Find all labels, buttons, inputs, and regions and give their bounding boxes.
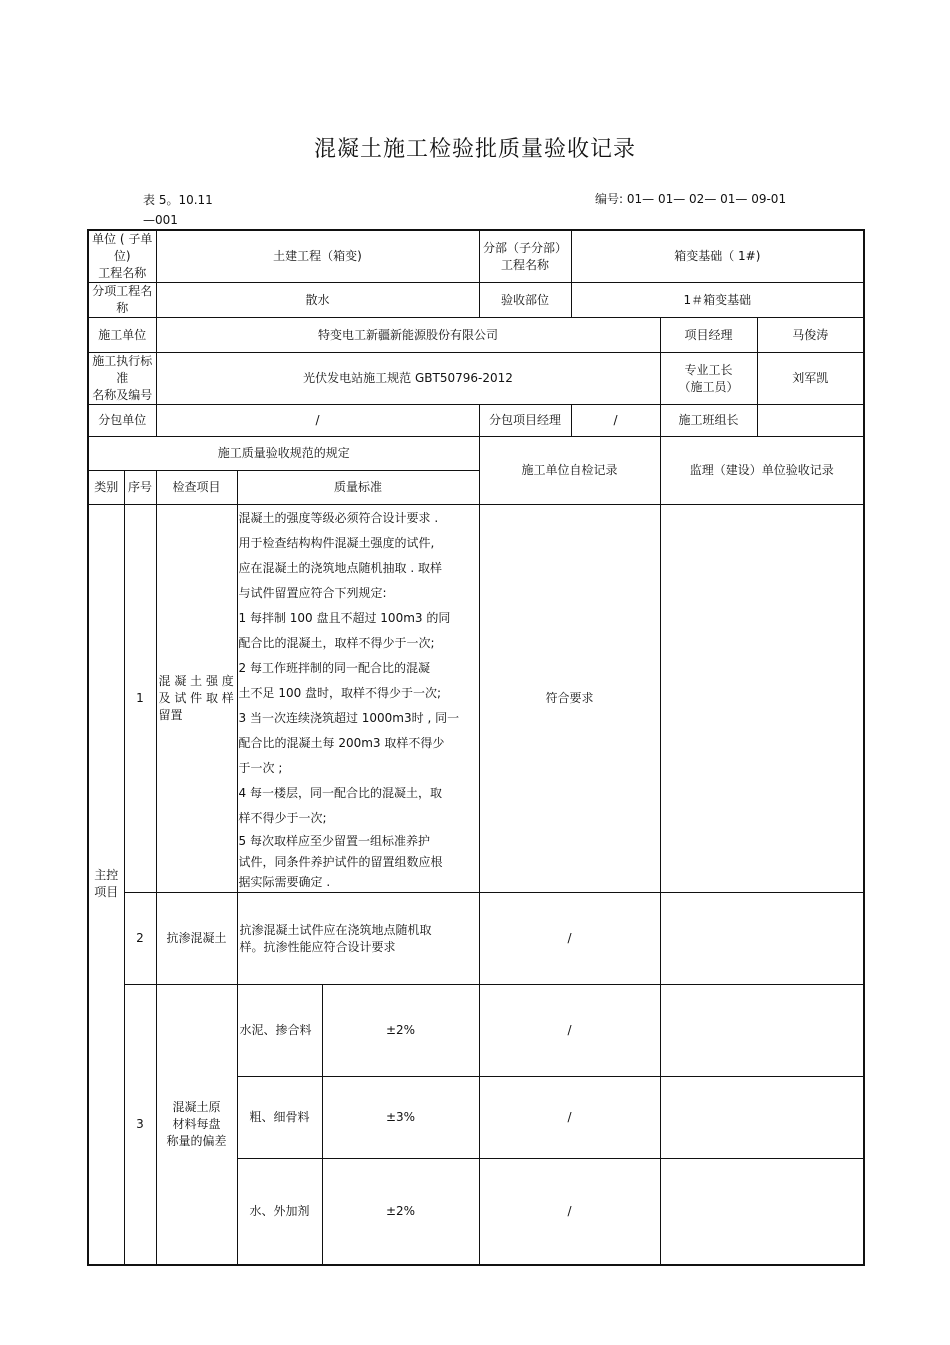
subitem-label: 分项工程名称 [88, 283, 156, 318]
subitem-supervision [660, 985, 864, 1077]
pm-value: 马俊涛 [757, 318, 864, 353]
col-category: 类别 [88, 471, 124, 505]
subitem-supervision [660, 1159, 864, 1265]
table-row [88, 893, 864, 985]
sub-pm-label: 分包项目经理 [479, 405, 571, 437]
team-leader-value [757, 405, 864, 437]
acceptance-part-label: 验收部位 [479, 283, 571, 318]
serial-value: 01— 01— 02— 01— 09-01 [626, 192, 787, 206]
header-row-standard [88, 353, 864, 405]
col-check-item: 检查项目 [156, 471, 237, 505]
subitem-name: 水、外加剂 [237, 1159, 322, 1265]
serial-number [595, 190, 786, 207]
standard-label: 施工执行标准 名称及编号 [88, 353, 156, 405]
acceptance-part-value: 1＃箱变基础 [571, 283, 864, 318]
pm-label: 项目经理 [660, 318, 757, 353]
table-row [88, 505, 864, 893]
subitem-tolerance: ±2% [322, 985, 479, 1077]
subitem-supervision [660, 1077, 864, 1159]
col-spec-group: 施工质量验收规范的规定 [88, 437, 479, 471]
header-row-subitem [88, 283, 864, 318]
subitem-value: 散水 [156, 283, 479, 318]
header-row-contractor [88, 318, 864, 353]
table-number-main: 表 5。10.11 [143, 193, 213, 207]
subitem-name: 粗、细骨料 [237, 1077, 322, 1159]
serial-label: 编号: [595, 192, 624, 206]
subitem-name: 水泥、掺合料 [237, 985, 322, 1077]
col-seq: 序号 [124, 471, 156, 505]
standard-value: 光伏发电站施工规范 GBT50796-2012 [156, 353, 660, 405]
header-row-subcontractor [88, 405, 864, 437]
item-name: 抗渗混凝土 [156, 893, 237, 985]
sub-pm-value: / [571, 405, 660, 437]
subcontractor-label: 分包单位 [88, 405, 156, 437]
table-number-suffix: —001 [143, 213, 178, 227]
header-row-unit [88, 230, 864, 283]
item-supervision [660, 505, 864, 893]
foreman-value: 刘军凯 [757, 353, 864, 405]
division-label: 分部（子分部） 工程名称 [479, 230, 571, 283]
item-name: 混 凝 土 强 度 及 试 件 取 样 留置 [156, 505, 237, 893]
contractor-value: 特变电工新疆新能源股份有限公司 [156, 318, 660, 353]
item-seq: 3 [124, 985, 156, 1265]
subitem-self-check: / [479, 1077, 660, 1159]
division-value: 箱变基础（ 1#) [571, 230, 864, 283]
col-supervision: 监理（建设）单位验收记录 [660, 437, 864, 505]
item-seq: 1 [124, 505, 156, 893]
inspection-record-table [87, 229, 865, 1266]
subitem-tolerance: ±2% [322, 1159, 479, 1265]
item-seq: 2 [124, 893, 156, 985]
subitem-self-check: / [479, 985, 660, 1077]
item-self-check: 符合要求 [479, 505, 660, 893]
subcontractor-value: / [156, 405, 479, 437]
col-quality-standard: 质量标准 [237, 471, 479, 505]
contractor-label: 施工单位 [88, 318, 156, 353]
item-standard: 抗渗混凝土试件应在浇筑地点随机取 样。抗渗性能应符合设计要求 [237, 893, 479, 985]
page-title: 混凝土施工检验批质量验收记录 [313, 137, 636, 162]
table-row [88, 985, 864, 1077]
subitem-tolerance: ±3% [322, 1077, 479, 1159]
category-cell: 主控 项目 [88, 505, 124, 1265]
item-name: 混凝土原 材料每盘 称量的偏差 [156, 985, 237, 1265]
item-standard: 混凝土的强度等级必须符合设计要求 . 用于检查结构构件混凝土强度的试件, 应在混凝土的浇筑地点随机抽取 . 取样 与试件留置应符合下列规定: 1 每拌制 100 盘且不超过 100m3 的同 配合比的混凝土，取样不得少于一次; 2 每工作班拌制的同一配合比的混凝 土不足 100 盘时，取样不得少于一次; 3 当一次连续浇筑超过 1000m3时 , 同一 配合比的混凝土每 200m3 取样不得少 于一次 ; 4 每一楼层，同一配合比的混凝土，取 样不得少于一次; 5 每次取样应至少留置一组标准养护 试件，同条件养护试件的留置组数应根 据实际需要确定 . [237, 505, 479, 893]
unit-value: 土建工程（箱变) [156, 230, 479, 283]
foreman-label: 专业工长 （施工员） [660, 353, 757, 405]
team-leader-label: 施工班组长 [660, 405, 757, 437]
subitem-self-check: / [479, 1159, 660, 1265]
table-number [143, 190, 233, 230]
col-self-check: 施工单位自检记录 [479, 437, 660, 505]
column-header-row [88, 437, 864, 471]
item-supervision [660, 893, 864, 985]
unit-label: 单位 ( 子单位) 工程名称 [88, 230, 156, 283]
item-self-check: / [479, 893, 660, 985]
